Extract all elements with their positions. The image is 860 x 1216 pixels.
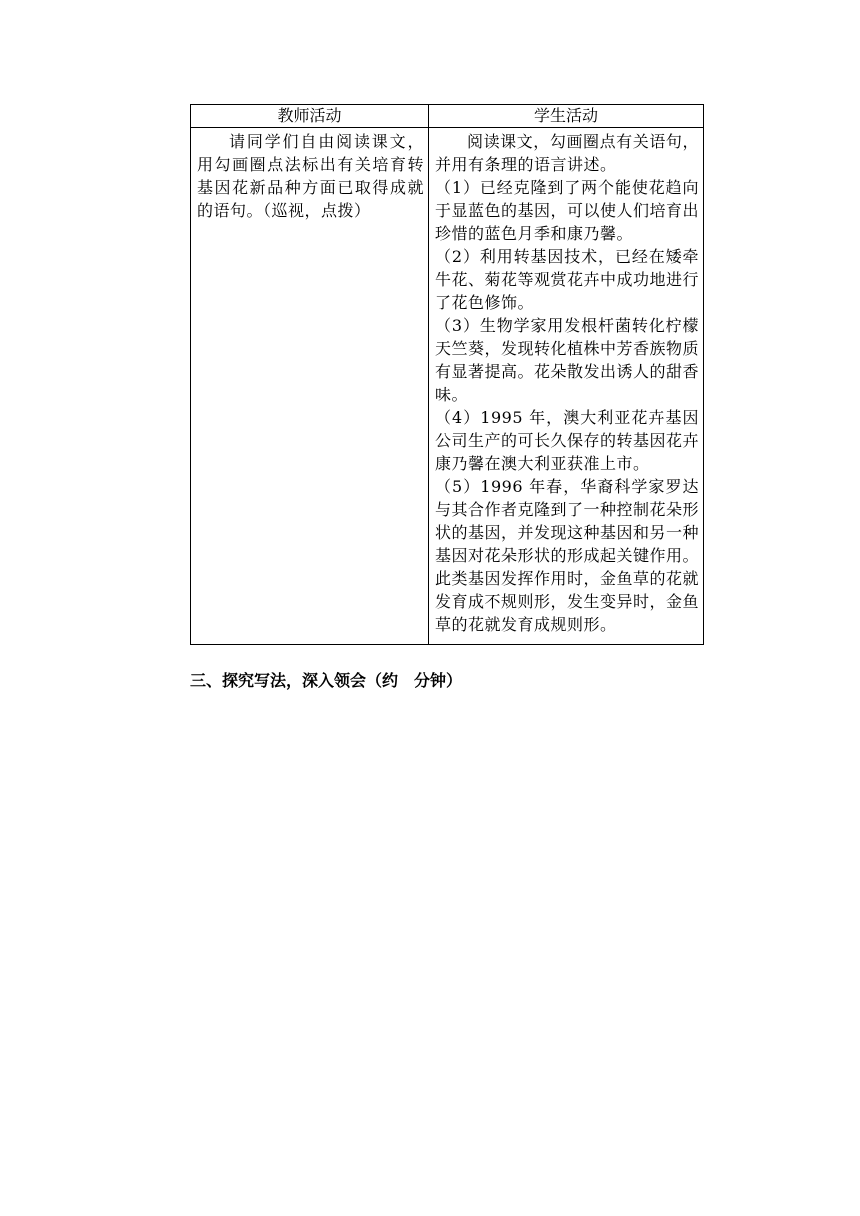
student-item: （1）已经克隆到了两个能使花趋向于显蓝色的基因，可以使人们培育出珍惜的蓝色月季和康乃馨。 xyxy=(435,178,700,243)
student-activity-cell xyxy=(429,128,704,645)
teacher-instruction: 请同学们自由阅读课文，用勾画圈点法标出有关培育转基因花新品种方面已取得成就的语句。（巡视，点拨） xyxy=(197,132,424,220)
teacher-activity-cell xyxy=(191,128,429,645)
student-intro: 阅读课文，勾画圈点有关语句，并用有条理的语言讲述。 xyxy=(435,132,699,174)
student-item: （3）生物学家用发根杆菌转化柠檬天竺葵，发现转化植株中芳香族物质有显著提高。花朵散发出诱人的甜香味。 xyxy=(435,316,700,404)
activity-table xyxy=(190,104,704,645)
table-row xyxy=(191,128,704,645)
table-header-row xyxy=(191,105,704,128)
student-activity-header: 学生活动 xyxy=(429,105,704,128)
student-item: （4）1995 年，澳大利亚花卉基因公司生产的可长久保存的转基因花卉康乃馨在澳大利亚获准上市。 xyxy=(435,408,700,473)
section-heading: 三、探究写法，深入领会（约 分钟） xyxy=(190,671,463,690)
student-item: （5）1996 年春，华裔科学家罗达与其合作者克隆到了一种控制花朵形状的基因，并发现这种基因和另一种基因对花朵形状的形成起关键作用。此类基因发挥作用时，金鱼草的花就发育成不规则形，发生变异时，金鱼草的花就发育成规则形。 xyxy=(435,477,700,634)
teacher-activity-header: 教师活动 xyxy=(191,105,429,128)
student-item: （2）利用转基因技术，已经在矮牵牛花、菊花等观赏花卉中成功地进行了花色修饰。 xyxy=(435,247,700,312)
